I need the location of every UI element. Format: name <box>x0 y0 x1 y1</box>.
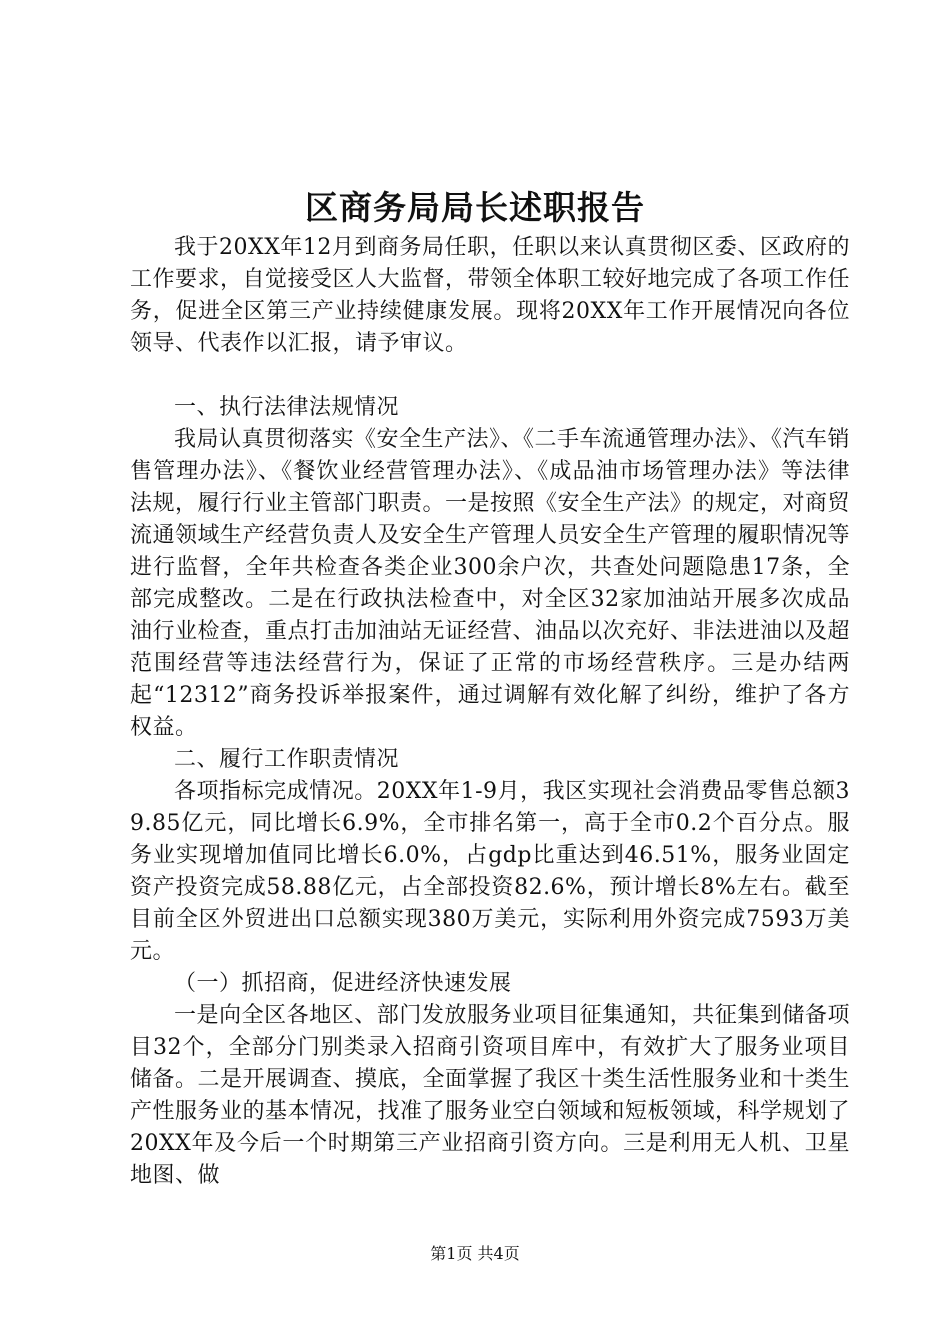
document-title: 区商务局局长述职报告 <box>305 188 645 227</box>
section-1-paragraph: 我局认真贯彻落实《安全生产法》、《二手车流通管理办法》、《汽车销售管理办法》、《餐饮业经营管理办法》、《成品油市场管理办法》等法律法规，履行行业主管部门职责。一是按照《安全生产法》的规定，对商贸流通领域生产经营负责人及安全生产管理人员安全生产管理的履职情况等进行监督，全年共检查各类企业300余户次，共查处问题隐患17条，全部完成整改。二是在行政执法检查中，对全区32家加油站开展多次成品油行业检查，重点打击加油站无证经营、油品以次充好、非法进油以及超范围经营等违法经营行为，保证了正常的市场经营秩序。三是办结两起“12312”商务投诉举报案件，通过调解有效化解了纠纷，维护了各方权益。 <box>130 427 851 740</box>
document-body <box>130 232 850 1192</box>
subsection-1-paragraph: 一是向全区各地区、部门发放服务业项目征集通知，共征集到储备项目32个，全部分门别类录入招商引资项目库中，有效扩大了服务业项目储备。二是开展调查、摸底，全面掌握了我区十类生活性服务业和十类生产性服务业的基本情况，找准了服务业空白领域和短板领域，科学规划了20XX年及今后一个时期第三产业招商引资方向。三是利用无人机、卫星地图、做 <box>130 1003 851 1188</box>
subsection-heading-1: （一）抓招商，促进经济快速发展 <box>174 971 512 996</box>
intro-paragraph: 我于20XX年12月到商务局任职，任职以来认真贯彻区委、区政府的工作要求，自觉接受区人大监督，带领全体职工较好地完成了各项工作任务，促进全区第三产业持续健康发展。现将20XX年工作开展情况向各位领导、代表作以汇报，请予审议。 <box>130 235 851 356</box>
section-2-paragraph: 各项指标完成情况。20XX年1-9月，我区实现社会消费品零售总额39.85亿元，同比增长6.9%，全市排名第一，高于全市0.2个百分点。服务业实现增加值同比增长6.0%，占gdp比重达到46.51%，服务业固定资产投资完成58.88亿元，占全部投资82.6%，预计增长8%左右。截至目前全区外贸进出口总额实现380万美元，实际利用外资完成7593万美元。 <box>130 779 850 964</box>
section-heading-1: 一、执行法律法规情况 <box>174 395 400 420</box>
page-footer: 第1页 共4页 <box>430 1244 520 1263</box>
section-heading-2: 二、履行工作职责情况 <box>174 747 400 772</box>
